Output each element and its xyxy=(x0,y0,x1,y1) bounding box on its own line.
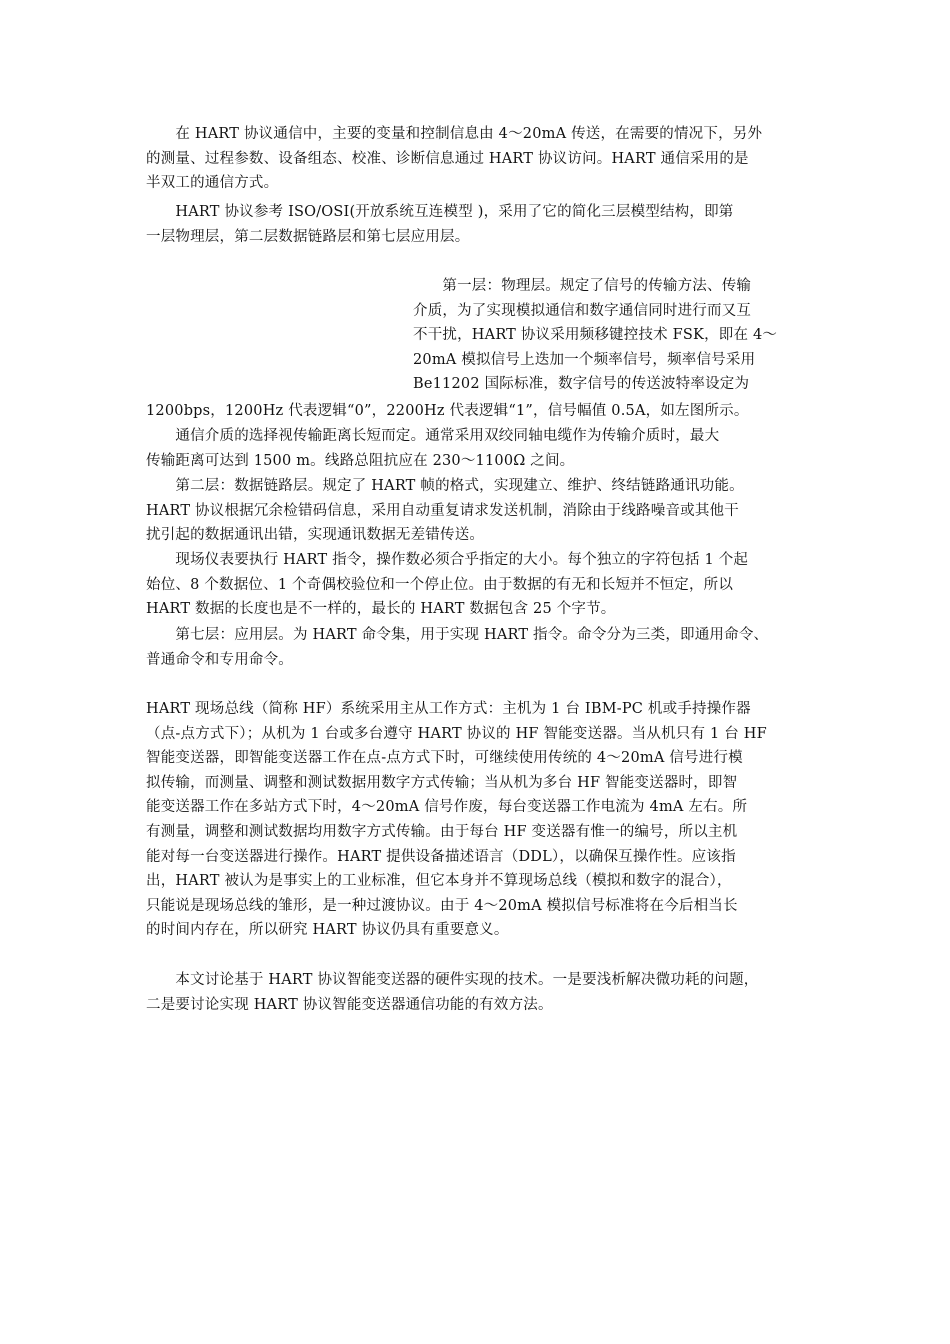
paragraph-conclusion xyxy=(146,968,812,1017)
paragraph-medium xyxy=(146,424,812,473)
text-line: 始位、8 个数据位、1 个奇偶校验位和一个停止位。由于数据的有无和长短并不恒定，所以 xyxy=(146,576,734,593)
paragraph-field-instrument xyxy=(146,548,812,622)
text-line: 的时间内存在，所以研究 HART 协议仍具有重要意义。 xyxy=(146,922,509,939)
text-line: 能变送器工作在多站方式下时，4～20mA 信号作废，每台变送器工作电流为 4mA 左右。所 xyxy=(146,799,748,816)
paragraph-hf-system xyxy=(146,697,812,943)
paragraph-application-layer xyxy=(146,623,812,672)
text-line: HART 协议根据冗余检错码信息，采用自动重复请求发送机制，消除由于线路噪音或其他干 xyxy=(146,502,739,519)
text-line: 1200bps，1200Hz 代表逻辑“0”，2200Hz 代表逻辑“1”，信号幅值 0.5A，如左图所示。 xyxy=(146,403,749,419)
text-line: 20mA 模拟信号上迭加一个频率信号，频率信号采用 xyxy=(413,351,756,368)
text-line: 二是要讨论实现 HART 协议智能变送器通信功能的有效方法。 xyxy=(146,996,553,1013)
text-line: 出，HART 被认为是事实上的工业标准，但它本身并不算现场总线（模拟和数字的混合）， xyxy=(146,873,732,890)
text-line: 现场仪表要执行 HART 指令，操作数必须合乎指定的大小。每个独立的字符包括 1 个起 xyxy=(146,552,749,568)
text-line: 半双工的通信方式。 xyxy=(146,175,279,192)
text-line: 只能说是现场总线的雏形，是一种过渡协议。由于 4～20mA 模拟信号标准将在今后相当长 xyxy=(146,897,738,914)
text-line: 通信介质的选择视传输距离长短而定。通常采用双绞同轴电缆作为传输介质时，最大 xyxy=(146,428,720,444)
text-line: （点-点方式下）；从机为 1 台或多台遵守 HART 协议的 HF 智能变送器。当从机只有 1 台 HF xyxy=(146,725,767,742)
text-line: 第二层：数据链路层。规定了 HART 帧的格式，实现建立、维护、终结链路通讯功能。 xyxy=(146,478,744,494)
text-line: 扰引起的数据通讯出错，实现通讯数据无差错传送。 xyxy=(146,527,485,544)
text-line: 传输距离可达到 1500 m。线路总阻抗应在 230～1100Ω 之间。 xyxy=(146,452,575,469)
paragraph-physical-layer xyxy=(413,274,813,397)
text-line: 在 HART 协议通信中，主要的变量和控制信息由 4～20mA 传送，在需要的情况下，另外 xyxy=(146,126,763,142)
text-line: 普通命令和专用命令。 xyxy=(146,651,293,668)
text-line: 介质，为了实现模拟通信和数字通信同时进行而又互 xyxy=(413,302,752,319)
text-line: 智能变送器，即智能变送器工作在点-点方式下时，可继续使用传统的 4～20mA 信号进行模 xyxy=(146,750,743,767)
text-line: 一层物理层，第二层数据链路层和第七层应用层。 xyxy=(146,228,470,245)
text-line: Be11202 国际标准，数字信号的传送波特率设定为 xyxy=(413,376,750,393)
text-line: HART 协议参考 ISO/OSI(开放系统互连模型 )，采用了它的简化三层模型结构，即第 xyxy=(146,204,734,220)
text-line: 能对每一台变送器进行操作。HART 提供设备描述语言（DDL），以确保互操作性。应该指 xyxy=(146,848,736,865)
text-line: 有测量，调整和测试数据均用数字方式传输。由于每台 HF 变送器有惟一的编号，所以主机 xyxy=(146,823,738,840)
text-line: 本文讨论基于 HART 协议智能变送器的硬件实现的技术。一是要浅析解决微功耗的问题， xyxy=(146,972,759,988)
text-line: 不干扰，HART 协议采用频移键控技术 FSK，即在 4～ xyxy=(413,327,778,344)
paragraph-physical-layer-tail xyxy=(146,399,812,424)
text-line: 拟传输，而测量、调整和测试数据用数字方式传输；当从机为多台 HF 智能变送器时，即智 xyxy=(146,774,738,791)
paragraph-hart-overview xyxy=(146,122,812,196)
paragraph-data-link-layer xyxy=(146,474,812,548)
paragraph-osi-model xyxy=(146,200,812,249)
text-line: HART 数据的长度也是不一样的，最长的 HART 数据包含 25 个字节。 xyxy=(146,601,616,618)
figure-placeholder xyxy=(146,272,401,397)
text-line: 第一层：物理层。规定了信号的传输方法、传输 xyxy=(413,278,752,294)
text-line: HART 现场总线（简称 HF）系统采用主从工作方式：主机为 1 台 IBM-PC 机或手持操作器 xyxy=(146,701,751,717)
text-line: 第七层：应用层。为 HART 命令集，用于实现 HART 指令。命令分为三类，即通用命令、 xyxy=(146,627,769,643)
text-line: 的测量、过程参数、设备组态、校准、诊断信息通过 HART 协议访问。HART 通信采用的是 xyxy=(146,150,749,167)
